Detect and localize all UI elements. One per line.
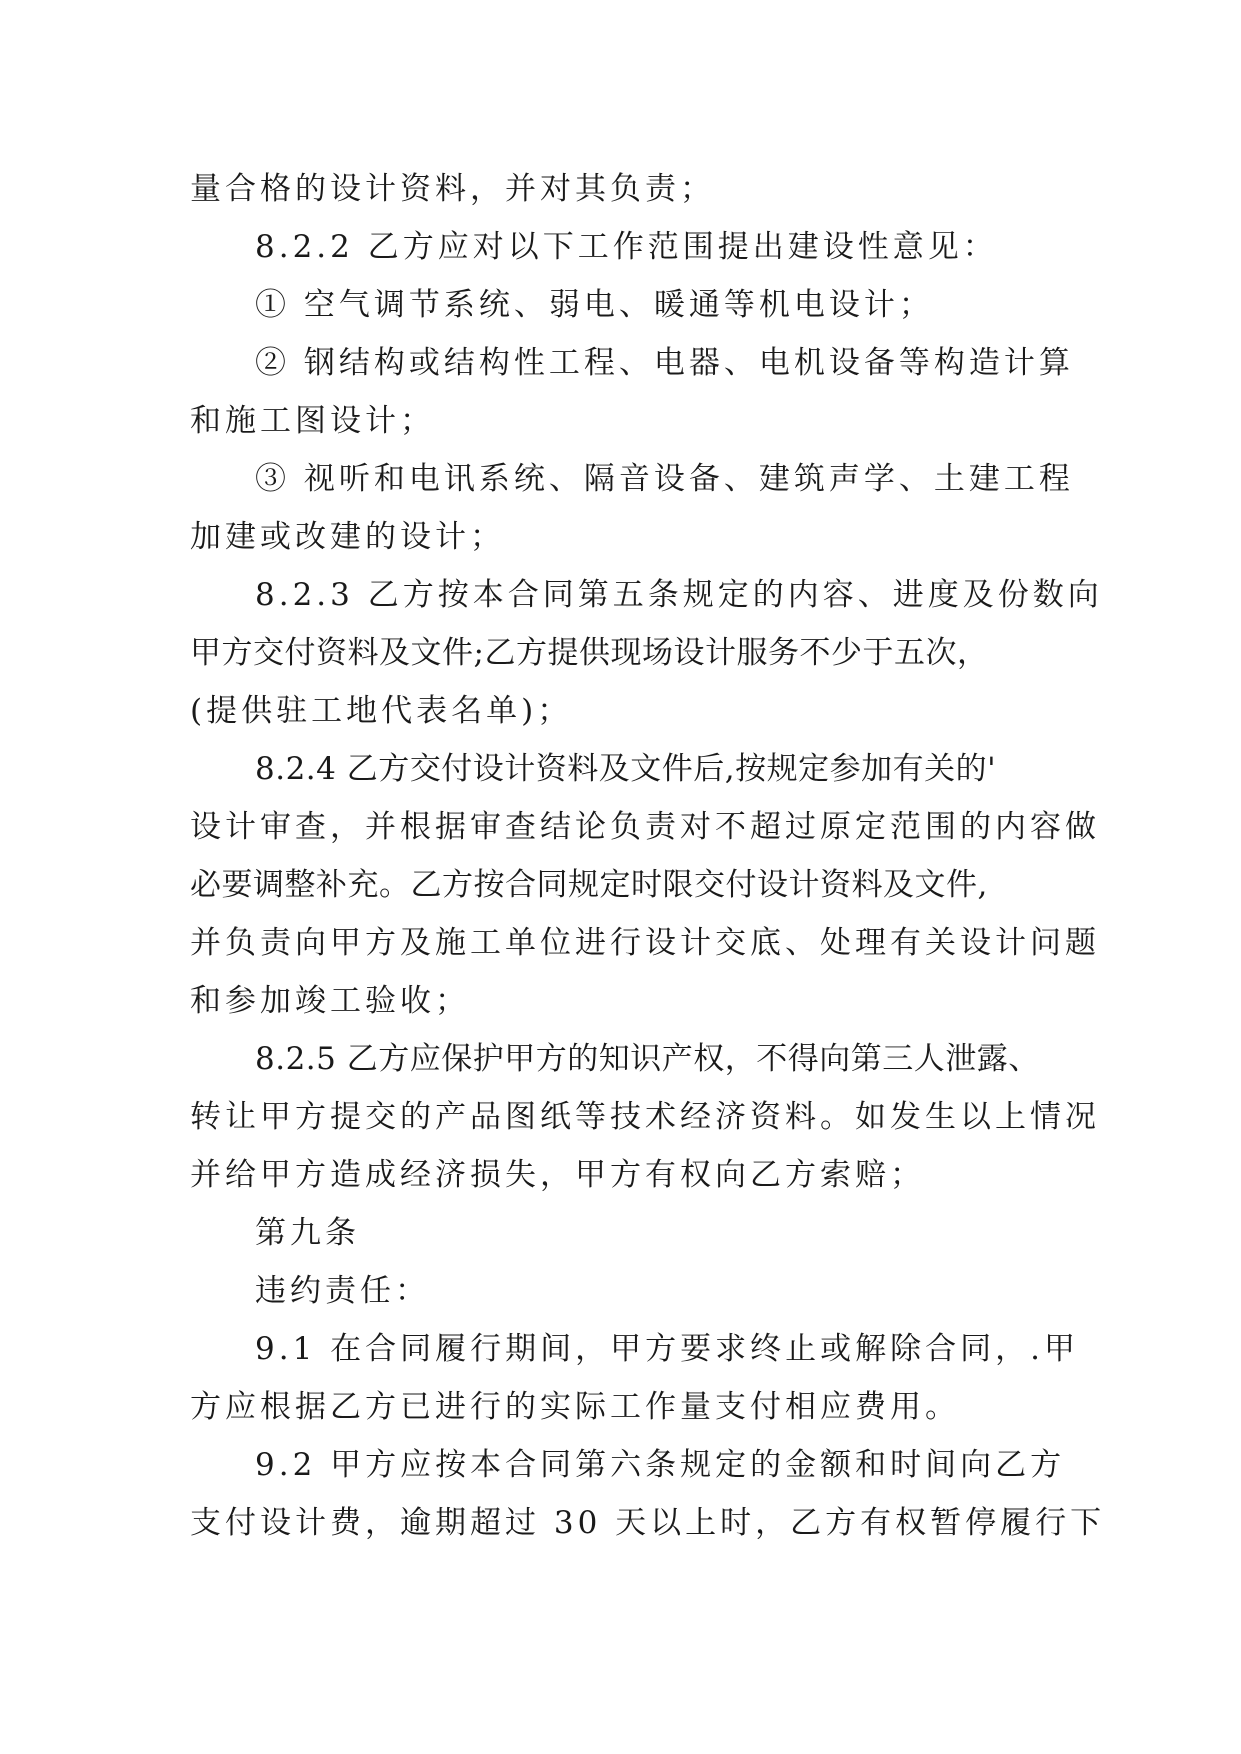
text-line: 并给甲方造成经济损失，甲方有权向乙方索赔； [190,1157,925,1193]
text-line: 量合格的设计资料，并对其负责； [190,171,715,207]
text-line: (提供驻工地代表名单)； [190,693,573,729]
text-line: 必要调整补充。乙方按合同规定时限交付设计资料及文件, [190,867,988,903]
text-line: 方应根据乙方已进行的实际工作量支付相应费用。 [190,1389,960,1425]
text-line: 转让甲方提交的产品图纸等技术经济资料。如发生以上情况 [190,1099,1100,1135]
text-line: 加建或改建的设计； [190,519,505,555]
text-line: 并负责向甲方及施工单位进行设计交底、处理有关设计问题 [190,925,1100,961]
clause-9-2: 9.2 甲方应按本合同第六条规定的金额和时间向乙方 [255,1447,1066,1483]
article-9-heading: 第九条 [255,1215,360,1251]
list-item-2: ② 钢结构或结构性工程、电器、电机设备等构造计算 [255,345,1074,381]
clause-8-2-5: 8.2.5 乙方应保护甲方的知识产权，不得向第三人泄露、 [255,1041,1040,1077]
article-9-title: 违约责任： [255,1273,430,1309]
list-item-1: ① 空气调节系统、弱电、暖通等机电设计； [255,287,934,323]
list-item-3: ③ 视听和电讯系统、隔音设备、建筑声学、土建工程 [255,461,1074,497]
clause-8-2-2: 8.2.2 乙方应对以下工作范围提出建设性意见： [255,229,998,265]
text-line: 和参加竣工验收； [190,983,470,1019]
text-line: 支付设计费，逾期超过 30 天以上时，乙方有权暂停履行下 [190,1505,1106,1541]
text-line: 和施工图设计； [190,403,435,439]
clause-9-1: 9.1 在合同履行期间，甲方要求终止或解除合同，.甲 [255,1331,1080,1367]
text-line: 甲方交付资料及文件;乙方提供现场设计服务不少于五次， [190,635,989,671]
contract-text-body [190,160,1106,1552]
clause-8-2-4: 8.2.4 乙方交付设计资料及文件后,按规定参加有关的' [255,751,997,787]
text-line: 设计审查，并根据审查结论负责对不超过原定范围的内容做 [190,809,1100,845]
clause-8-2-3: 8.2.3 乙方按本合同第五条规定的内容、进度及份数向 [255,577,1103,613]
